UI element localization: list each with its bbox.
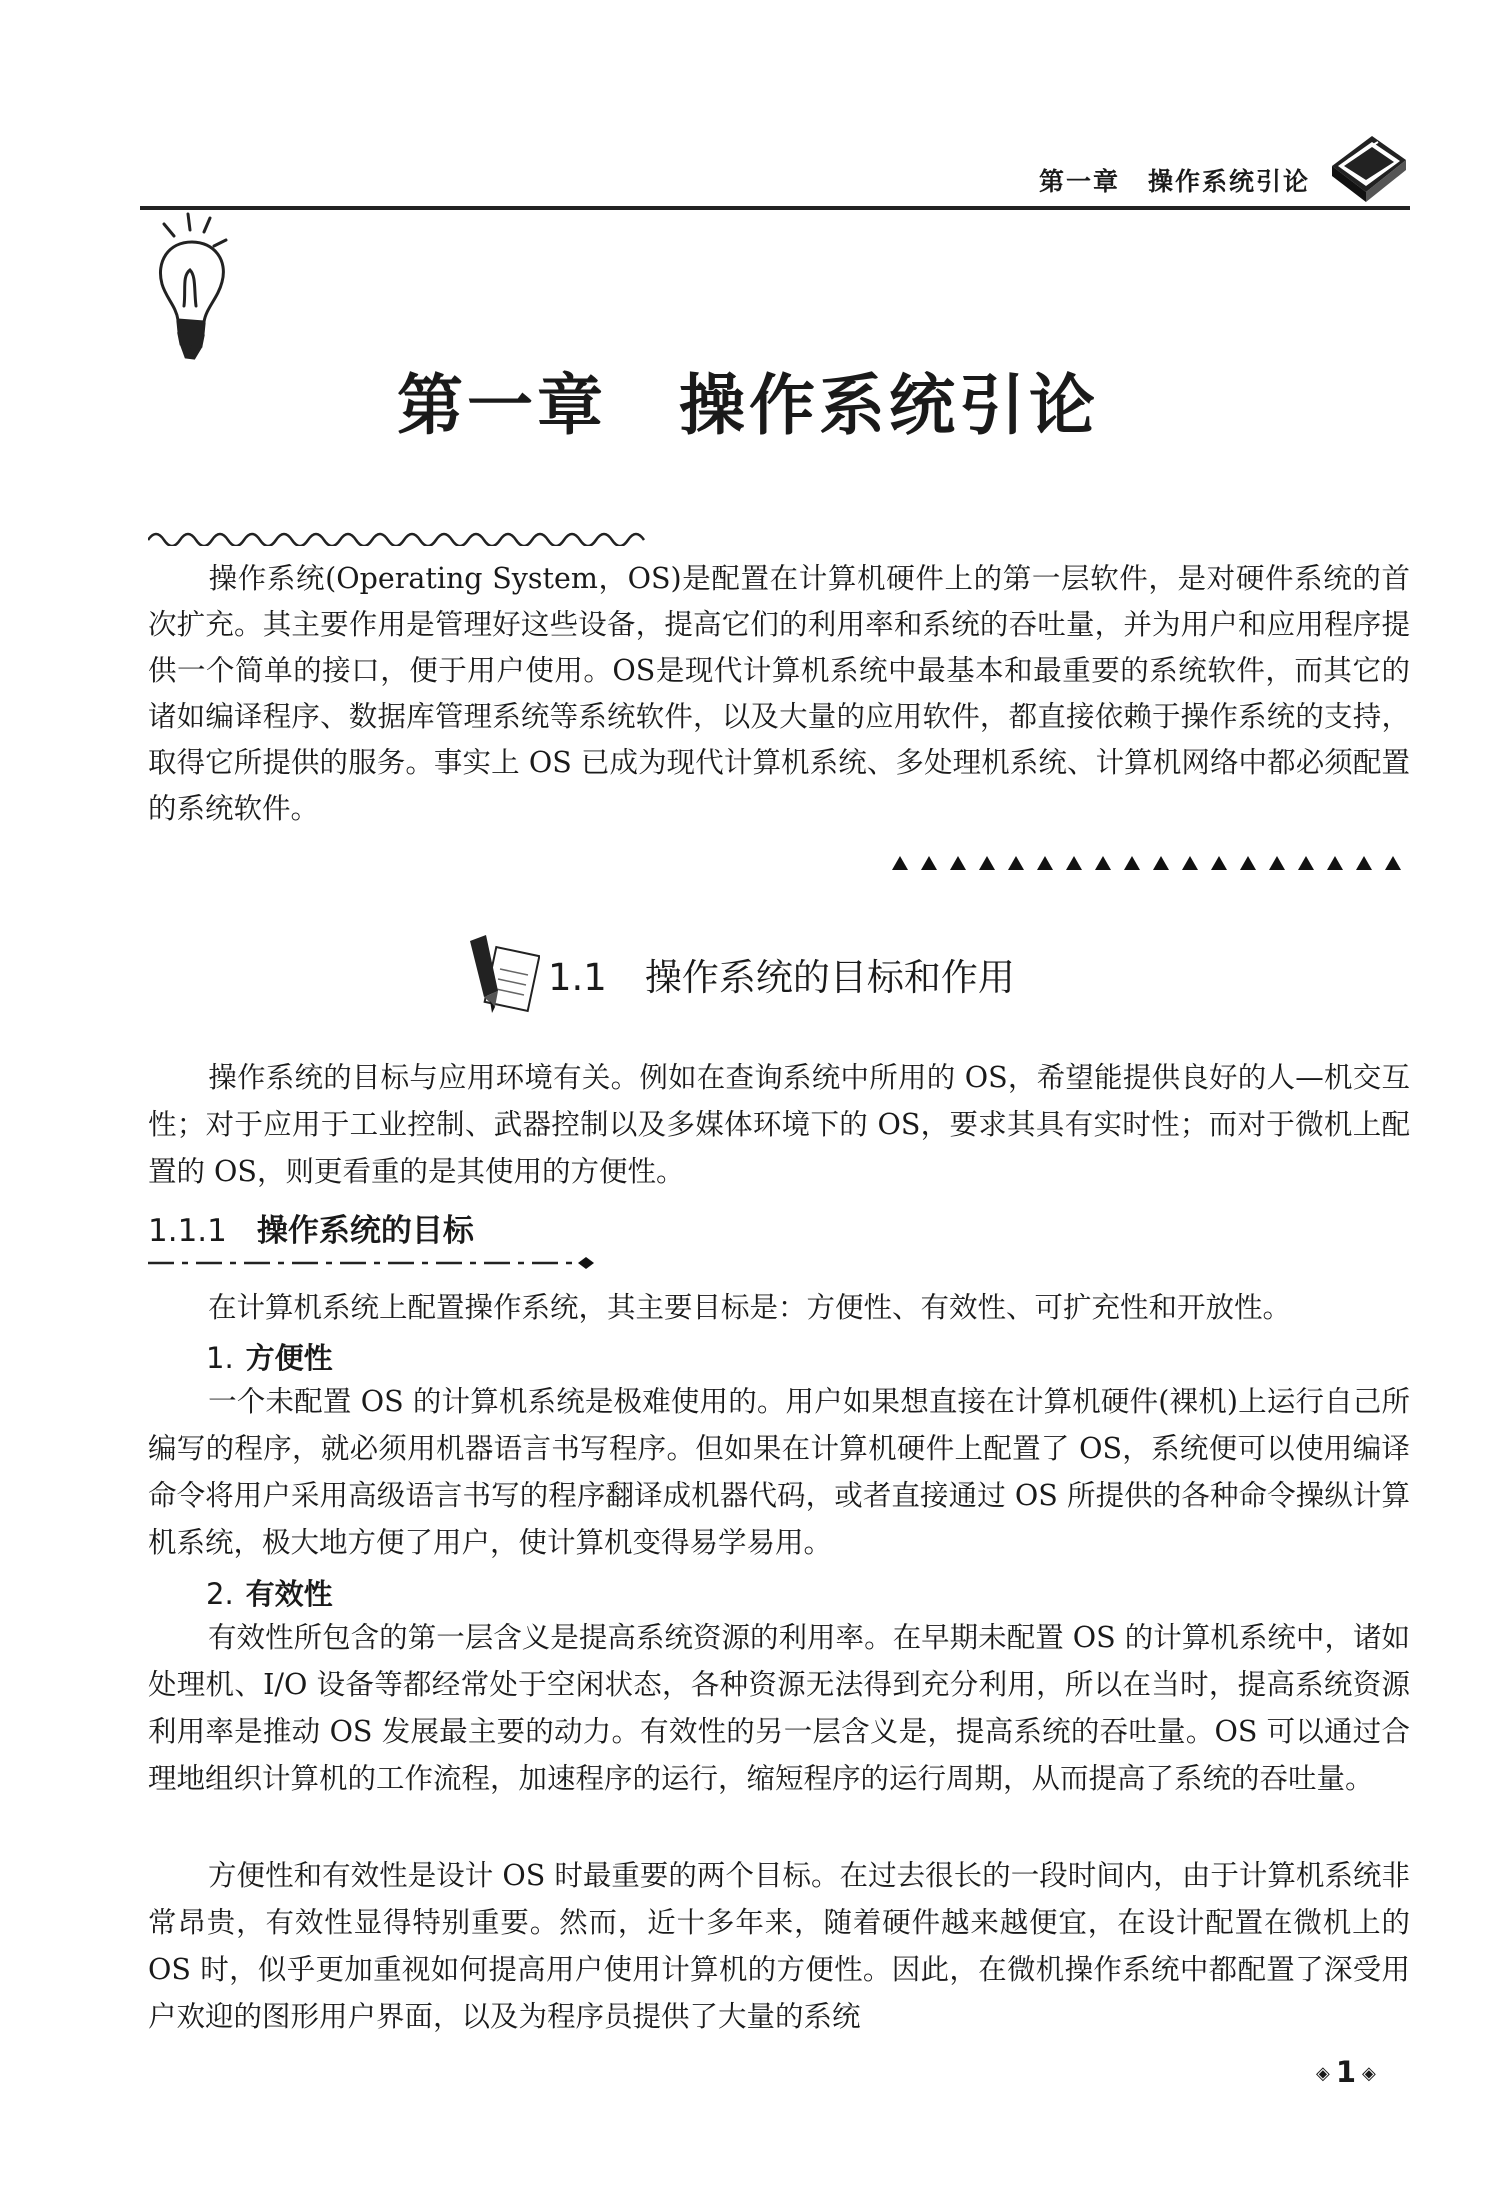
- item-paragraph: [148, 1378, 1410, 1566]
- subsection-title: [148, 1205, 474, 1250]
- chapter-name: 操作系统引论: [679, 367, 1099, 444]
- triangle-ornament: [892, 852, 1410, 872]
- chapter-abstract: [148, 556, 1410, 832]
- item-paragraph-text: 有效性所包含的第一层含义是提高系统资源的利用率。在早期未配置 OS 的计算机系统中，诸如处理机、I/O 设备等都经常处于空闲状态，各种资源无法得到充分利用，所以在当时，提高系统资源利用率是推动 OS 发展最主要的动力。有效性的另一层含义是，提高系统的吞吐量。OS 可以通过合理地组织计算机的工作流程，加速程序的运行，缩短程序的运行周期，从而提高了系统的吞吐量。: [148, 1621, 1410, 1795]
- item-paragraph: [148, 1614, 1410, 1802]
- item-paragraph: [148, 1852, 1410, 2040]
- running-header-title: 操作系统引论: [1147, 167, 1310, 196]
- section-number: 1.1: [548, 956, 607, 999]
- light-bulb-icon: [148, 210, 238, 370]
- item-title: 有效性: [245, 1577, 333, 1611]
- running-header: [140, 130, 1410, 210]
- running-header-text: [1039, 162, 1310, 198]
- subsection-intro: [148, 1284, 1410, 1331]
- chapter-number: 第一章: [397, 367, 607, 444]
- item-title: 方便性: [245, 1341, 333, 1375]
- section-name: 操作系统的目标和作用: [644, 956, 1015, 999]
- item-number: 1.: [206, 1341, 234, 1375]
- section-intro: [148, 1054, 1410, 1195]
- section-title: [548, 947, 1015, 1001]
- wave-ornament: [148, 528, 658, 546]
- item-number: 2.: [206, 1577, 234, 1611]
- header-rule: [140, 206, 1410, 210]
- subsection-intro-text: 在计算机系统上配置操作系统，其主要目标是：方便性、有效性、可扩充性和开放性。: [208, 1291, 1292, 1324]
- item-paragraph-text: 方便性和有效性是设计 OS 时最重要的两个目标。在过去很长的一段时间内，由于计算机系统非常昂贵，有效性显得特别重要。然而，近十多年来，随着硬件越来越便宜，在设计配置在微机上的 OS 时，似乎更加重视如何提高用户使用计算机的方便性。因此，在微机操作系统中都配置了深受用户欢迎的图形用户界面，以及为程序员提供了大量的系统: [148, 1859, 1410, 2033]
- section-intro-text: 操作系统的目标与应用环境有关。例如在查询系统中所用的 OS，希望能提供良好的人—机交互性；对于应用于工业控制、武器控制以及多媒体环境下的 OS，要求其具有实时性；而对于微机上配置的 OS，则更看重的是其使用的方便性。: [148, 1061, 1410, 1188]
- subsection-name: 操作系统的目标: [256, 1213, 474, 1249]
- chapter-title: [0, 352, 1496, 447]
- pencil-icon: [462, 935, 540, 1015]
- item-heading: [206, 1336, 333, 1377]
- page-number-value: 1: [1335, 2055, 1357, 2089]
- item-heading: [206, 1572, 333, 1613]
- page-number: ◈ 1 ◈: [1316, 2055, 1376, 2089]
- book-icon: [1328, 130, 1410, 206]
- item-paragraph-text: 一个未配置 OS 的计算机系统是极难使用的。用户如果想直接在计算机硬件(裸机)上运行自己所编写的程序，就必须用机器语言书写程序。但如果在计算机硬件上配置了 OS，系统便可以使用编译命令将用户采用高级语言书写的程序翻译成机器代码，或者直接通过 OS 所提供的各种命令操纵计算机系统，极大地方便了用户，使计算机变得易学易用。: [148, 1385, 1410, 1559]
- subsection-number: 1.1.1: [148, 1213, 227, 1249]
- running-header-chapter: 第一章: [1038, 167, 1120, 196]
- abstract-text: 操作系统(Operating System，OS)是配置在计算机硬件上的第一层软件，是对硬件系统的首次扩充。其主要作用是管理好这些设备，提高它们的利用率和系统的吞吐量，并为用户和应用程序提供一个简单的接口，便于用户使用。OS是现代计算机系统中最基本和最重要的系统软件，而其它的诸如编译程序、数据库管理系统等系统软件，以及大量的应用软件，都直接依赖于操作系统的支持，取得它所提供的服务。事实上 OS 已成为现代计算机系统、多处理机系统、计算机网络中都必须配置的系统软件。: [148, 562, 1410, 825]
- section-heading: [0, 935, 1496, 1015]
- subsection-rule: [148, 1255, 594, 1271]
